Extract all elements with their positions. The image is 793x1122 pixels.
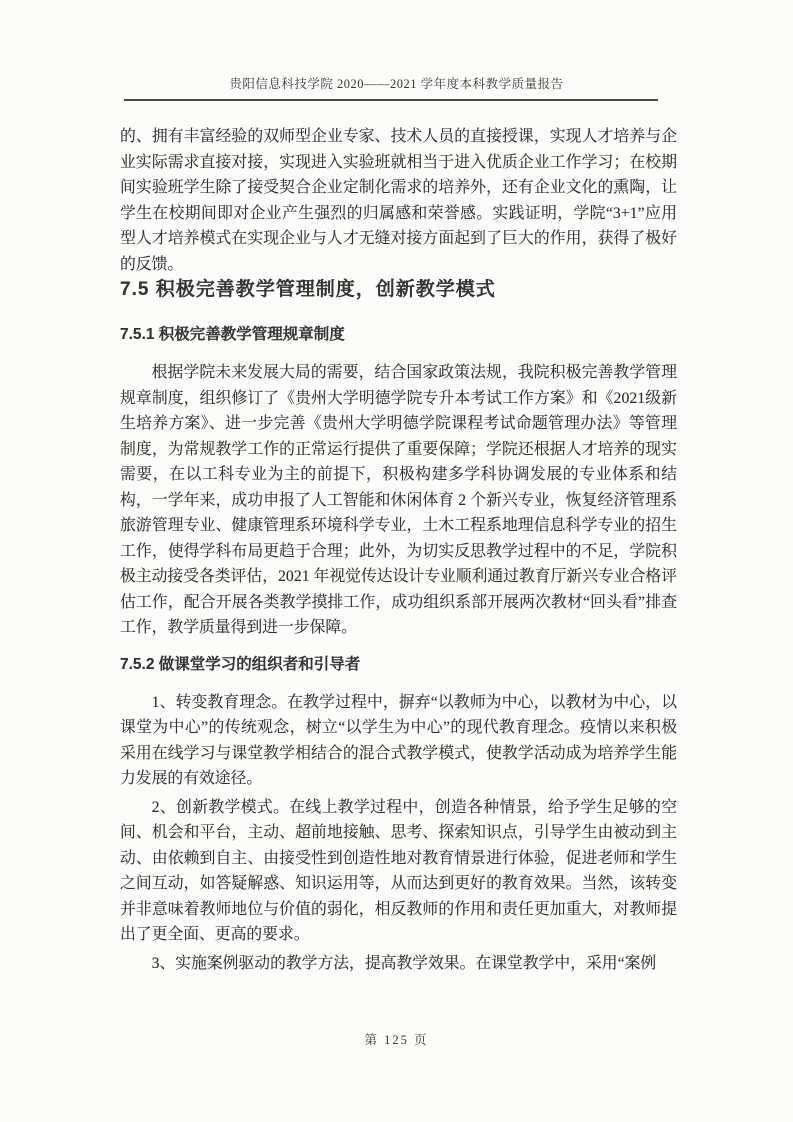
subsection-heading-7-5-1: 7.5.1 积极完善教学管理规章制度 [120, 326, 345, 343]
numbered-paragraph-1: 1、转变教育理念。在教学过程中，摒弃“以教师为中心，以教材为中心，以课堂为中心”的传统观念，树立“以学生为中心”的现代教育理念。疫情以来积极采用在线学习与课堂教学相结合的混合式教学模式，使教学活动成为培养学生能力发展的有效途径。 [120, 693, 677, 787]
continuation-paragraph: 的、拥有丰富经验的双师型企业专家、技术人员的直接授课，实现人才培养与企业实际需求直接对接，实现进入实验班就相当于进入优质企业工作学习；在校期间实验班学生除了接受契合企业定制化需求的培养外，还有企业文化的熏陶，让学生在校期间即对企业产生强烈的归属感和荣誉感。实践证明，学院“3+1”应用型人才培养模式在实现企业与人才无缝对接方面起到了巨大的作用，获得了极好的反馈。 [120, 128, 677, 273]
subsection-heading-7-5-2: 7.5.2 做课堂学习的组织者和引导者 [120, 655, 361, 673]
page-number-footer: 第 125 页 [364, 1033, 429, 1047]
subsection-7-5-1-paragraph: 根据学院未来发展大局的需要，结合国家政策法规，我院积极完善教学管理规章制度，组织修订了《贵州大学明德学院专升本考试工作方案》和《2021级新生培养方案》、进一步完善《贵州大学明德学院课程考试命题管理办法》等管理制度，为常规教学工作的正常运行提供了重要保障；学院还根据人才培养的现实需要，在以工科专业为主的前提下，积极构建多学科协调发展的专业体系和结构，一学年来，成功申报了人工智能和休闲体育 2 个新兴专业，恢复经济管理系旅游管理专业、健康管理系环境科学专业，土木工程系地理信息科学专业的招生工作，使得学科布局更趋于合理；此外，为切实反思教学过程中的不足，学院积极主动接受各类评估，2021 年视觉传达设计专业顺利通过教育厅新兴专业合格评估工作，配合开展各类教学摸排工作，成功组织系部开展两次教材“回头看”排查工作，教学质量得到进一步保障。 [120, 364, 677, 636]
running-header: 贵阳信息科技学院 2020——2021 学年度本科教学质量报告 [229, 77, 564, 91]
numbered-paragraph-2: 2、创新教学模式。在线上教学过程中，创造各种情景，给予学生足够的空间、机会和平台，主动、超前地接触、思考、探索知识点，引导学生由被动到主动、由依赖到自主、由接受性到创造性地对教育情景进行体验，促进老师和学生之间互动，如答疑解惑、知识运用等，从而达到更好的教育效果。当然，该转变并非意味着教师地位与价值的弱化，相反教师的作用和责任更加重大，对教师提出了更全面、更高的要求。 [120, 798, 677, 943]
section-heading-7-5: 7.5 积极完善教学管理制度，创新教学模式 [120, 279, 496, 300]
document-body [120, 124, 677, 976]
numbered-paragraph-3: 3、实施案例驱动的教学方法，提高教学效果。在课堂教学中，采用“案例 [151, 954, 657, 972]
header-rule [124, 99, 658, 101]
